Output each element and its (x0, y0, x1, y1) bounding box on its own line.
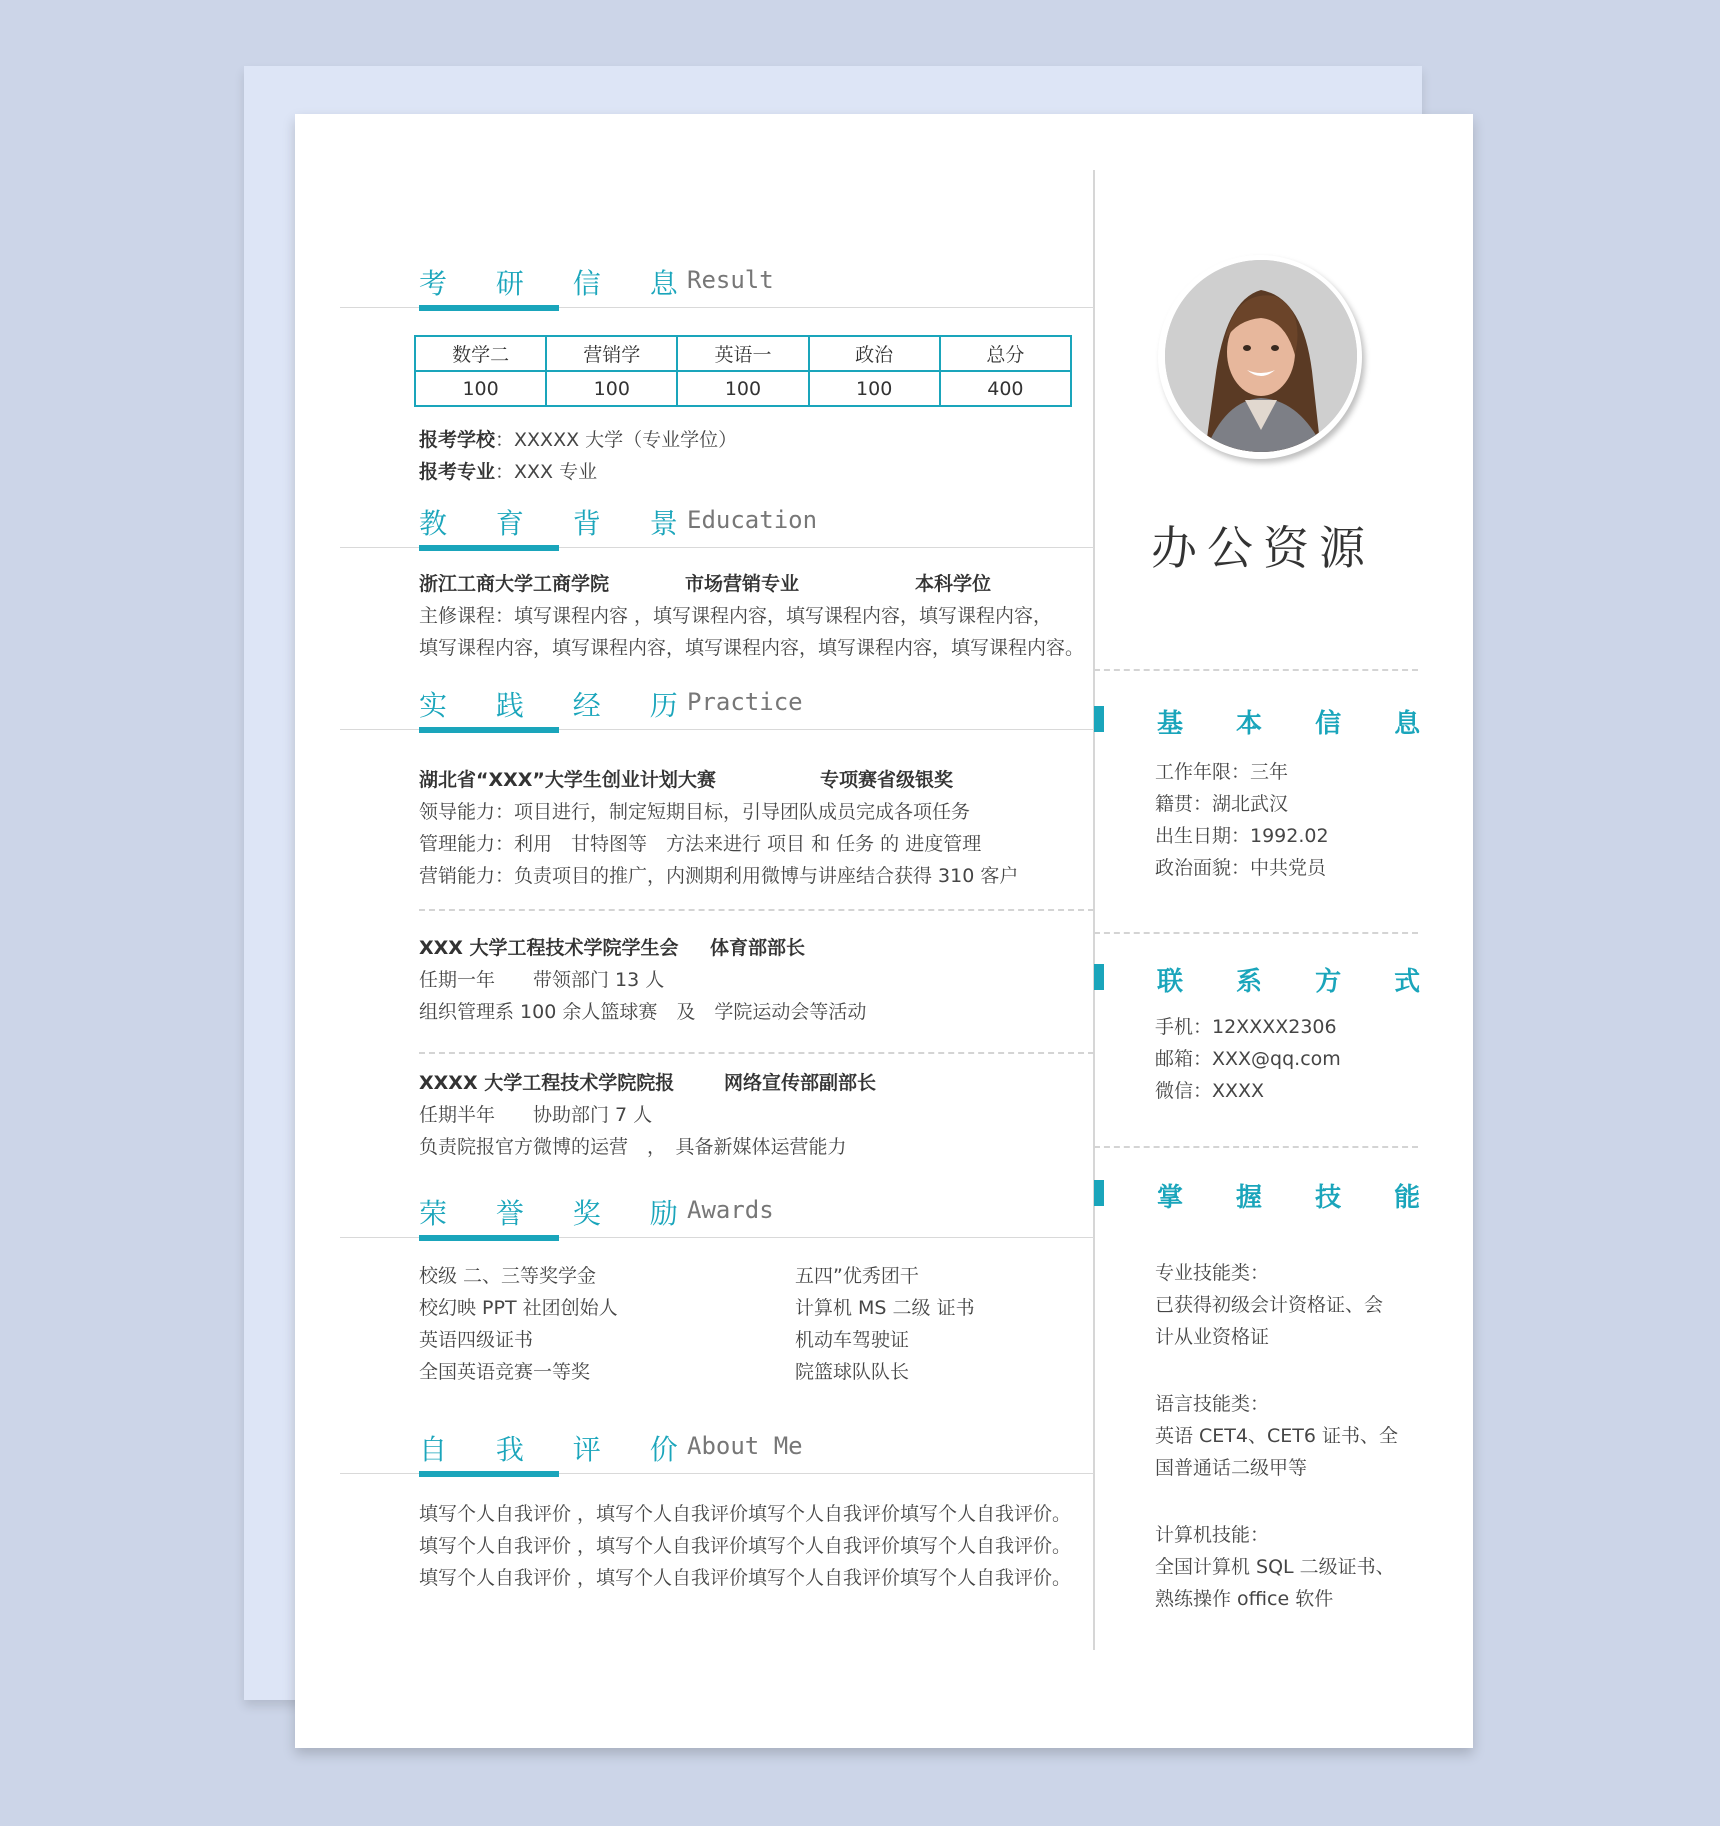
skill-line: 英语 CET4、CET6 证书、全 (1155, 1425, 1399, 1447)
avatar (1165, 260, 1357, 452)
section-marker (1094, 964, 1104, 990)
award-item: 机动车驾驶证 (795, 1329, 910, 1351)
table-header-cell: 英语一 (677, 336, 808, 371)
award-item: 校级 二、三等奖学金 (419, 1265, 597, 1287)
section-title: 实 践 经 历 (419, 689, 698, 722)
skill-line: 已获得初级会计资格证、会 (1155, 1294, 1384, 1316)
divider (419, 1052, 1094, 1054)
divider (1094, 1146, 1418, 1148)
section-accent-bar (419, 305, 559, 311)
section-accent-bar (419, 545, 559, 551)
section-title: 教 育 背 景 (419, 507, 698, 540)
table-cell: 400 (940, 371, 1071, 406)
award-item: 五四”优秀团干 (795, 1265, 919, 1287)
table-header-row (415, 336, 1071, 371)
target-school-label: 报考学校 (419, 429, 496, 451)
target-major-label: 报考专业 (419, 461, 496, 483)
award-item: 计算机 MS 二级 证书 (795, 1297, 975, 1319)
table-cell: 100 (415, 371, 546, 406)
skill-label: 专业技能类： (1155, 1262, 1270, 1284)
section-title-contact: 联 系 方 式 (1157, 967, 1443, 997)
edu-courses-line: 主修课程：填写课程内容 ，填写课程内容，填写课程内容，填写课程内容， (419, 605, 1053, 627)
about-line: 填写个人自我评价 ，填写个人自我评价填写个人自我评价填写个人自我评价。 (419, 1567, 1072, 1589)
contact-item: 邮箱：XXX@qq.com (1155, 1048, 1341, 1070)
section-title-basic: 基 本 信 息 (1157, 709, 1443, 739)
practice-line: 管理能力：利用 甘特图等 方法来进行 项目 和 任务 的 进度管理 (419, 833, 982, 855)
practice-org: 湖北省“XXX”大学生创业计划大赛 (419, 769, 716, 791)
table-header-cell: 数学二 (415, 336, 546, 371)
skill-line: 计从业资格证 (1155, 1326, 1270, 1348)
section-title-en: About Me (687, 1432, 803, 1460)
about-line: 填写个人自我评价 ，填写个人自我评价填写个人自我评价填写个人自我评价。 (419, 1535, 1072, 1557)
award-item: 院篮球队队长 (795, 1361, 910, 1383)
practice-line: 营销能力：负责项目的推广，内测期利用微博与讲座结合获得 310 客户 (419, 865, 1019, 887)
section-title: 荣 誉 奖 励 (419, 1197, 698, 1230)
divider (1094, 932, 1418, 934)
award-item: 英语四级证书 (419, 1329, 534, 1351)
person-name: 办公资源 (1151, 521, 1375, 575)
basic-info-item: 政治面貌：中共党员 (1155, 857, 1327, 879)
section-title: 考 研 信 息 (419, 267, 698, 300)
table-row (415, 371, 1071, 406)
basic-info-item: 工作年限：三年 (1155, 761, 1289, 783)
resume-page (295, 114, 1473, 1748)
score-table (414, 335, 1072, 407)
table-header-cell: 政治 (809, 336, 940, 371)
skill-label: 计算机技能： (1155, 1524, 1270, 1546)
award-item: 校幻映 PPT 社团创始人 (419, 1297, 618, 1319)
portrait-photo (1165, 260, 1357, 452)
practice-line: 负责院报官方微博的运营 ， 具备新媒体运营能力 (419, 1136, 847, 1158)
practice-role: 体育部部长 (710, 937, 806, 959)
award-item: 全国英语竞赛一等奖 (419, 1361, 591, 1383)
practice-line: 任期半年 协助部门 7 人 (419, 1104, 653, 1126)
table-cell: 100 (546, 371, 677, 406)
target-school-value: ：XXXXX 大学（专业学位） (495, 429, 738, 451)
edu-courses-line: 填写课程内容，填写课程内容，填写课程内容，填写课程内容，填写课程内容。 (419, 637, 1085, 659)
table-cell: 100 (677, 371, 808, 406)
basic-info-item: 籍贯：湖北武汉 (1155, 793, 1289, 815)
section-title-en: Practice (687, 688, 803, 716)
divider (419, 909, 1094, 911)
section-title-en: Result (687, 266, 774, 294)
section-title-skills: 掌 握 技 能 (1157, 1183, 1443, 1213)
contact-item: 手机：12XXXX2306 (1155, 1016, 1337, 1038)
table-header-cell: 营销学 (546, 336, 677, 371)
section-title-en: Education (687, 506, 818, 534)
target-school (419, 424, 737, 456)
target-major (419, 456, 597, 488)
table-header-cell: 总分 (940, 336, 1071, 371)
practice-org: XXXX 大学工程技术学院院报 (419, 1072, 675, 1094)
about-line: 填写个人自我评价 ，填写个人自我评价填写个人自我评价填写个人自我评价。 (419, 1503, 1072, 1525)
practice-line: 任期一年 带领部门 13 人 (419, 969, 665, 991)
target-major-value: ：XXX 专业 (495, 461, 598, 483)
section-marker (1094, 1180, 1104, 1206)
section-accent-bar (419, 1235, 559, 1241)
divider (1094, 669, 1418, 671)
section-accent-bar (419, 727, 559, 733)
skill-label: 语言技能类： (1155, 1393, 1270, 1415)
skill-line: 熟练操作 office 软件 (1155, 1588, 1334, 1610)
section-marker (1094, 706, 1104, 732)
section-accent-bar (419, 1471, 559, 1477)
section-title-en: Awards (687, 1196, 774, 1224)
skill-line: 国普通话二级甲等 (1155, 1457, 1308, 1479)
practice-line: 组织管理系 100 余人篮球赛 及 学院运动会等活动 (419, 1001, 867, 1023)
practice-org: XXX 大学工程技术学院学生会 (419, 937, 679, 959)
edu-major: 市场营销专业 (685, 573, 800, 595)
edu-school: 浙江工商大学工商学院 (419, 573, 610, 595)
contact-item: 微信：XXXX (1155, 1080, 1265, 1102)
edu-degree: 本科学位 (915, 573, 992, 595)
skill-line: 全国计算机 SQL 二级证书、 (1155, 1556, 1395, 1578)
section-title: 自 我 评 价 (419, 1433, 698, 1466)
basic-info-item: 出生日期：1992.02 (1155, 825, 1329, 847)
practice-role: 网络宣传部副部长 (724, 1072, 877, 1094)
practice-role: 专项赛省级银奖 (820, 769, 954, 791)
practice-line: 领导能力：项目进行，制定短期目标，引导团队成员完成各项任务 (419, 801, 971, 823)
table-cell: 100 (809, 371, 940, 406)
